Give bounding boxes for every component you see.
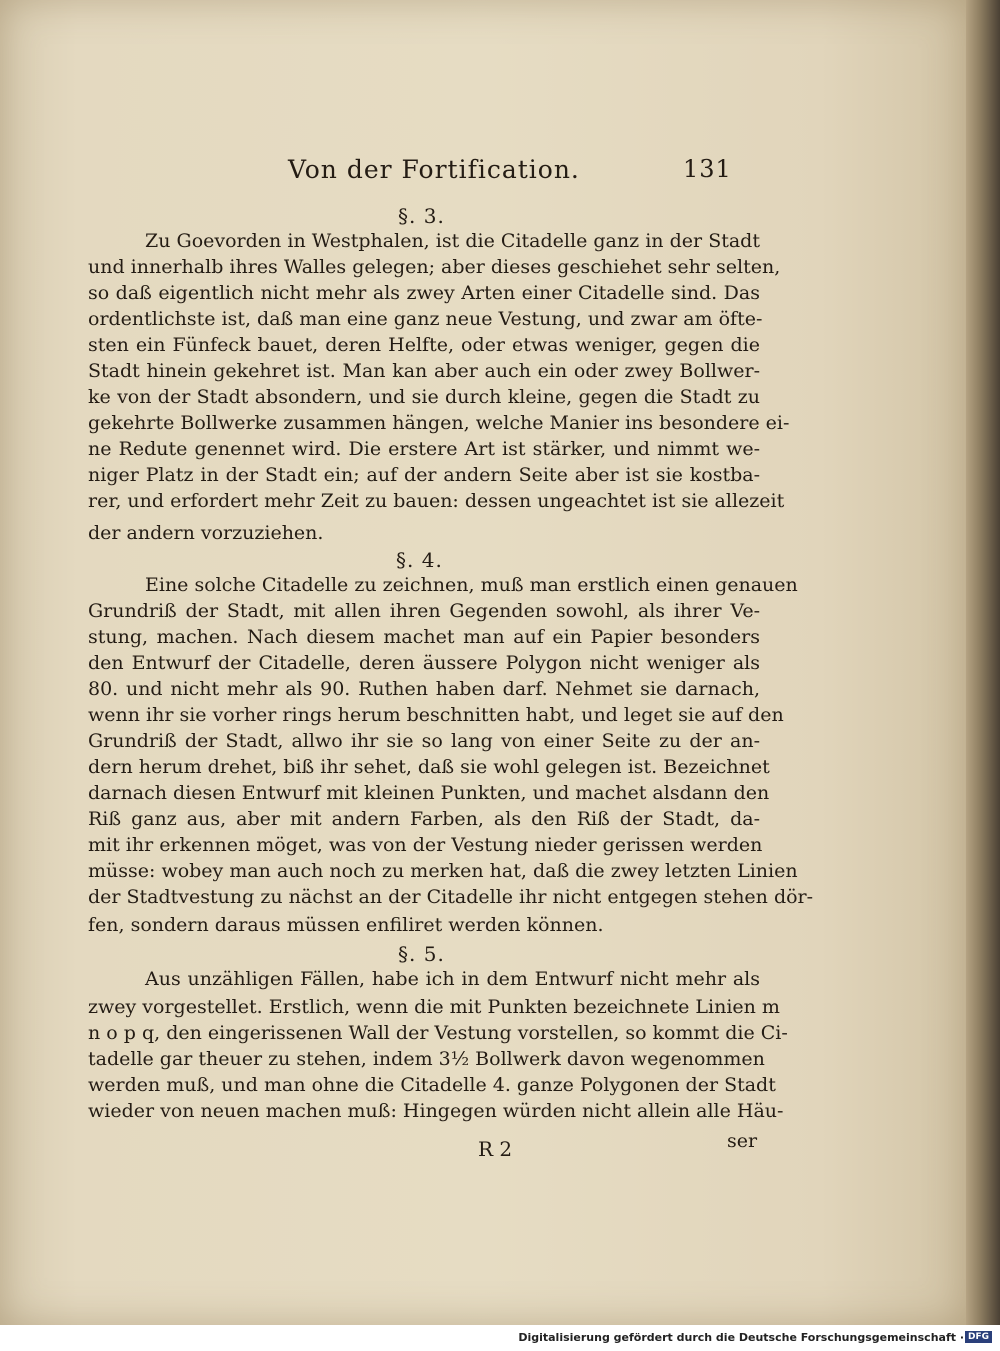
- catchword: ser: [727, 1130, 758, 1152]
- text-line: werden muß, und man ohne die Citadelle 4. ganze Polygonen der Stadt: [88, 1074, 776, 1096]
- text-line: Grundriß der Stadt, mit allen ihren Gegenden sowohl, als ihrer Ve-: [88, 600, 760, 622]
- text-line: und innerhalb ihres Walles gelegen; aber dieses geschiehet sehr selten,: [88, 256, 781, 278]
- text-line: Riß ganz aus, aber mit andern Farben, als den Riß der Stadt, da-: [88, 808, 760, 830]
- text-line: Eine solche Citadelle zu zeichnen, muß man erstlich einen genauen: [145, 574, 798, 596]
- text-line: gekehrte Bollwerke zusammen hängen, welche Manier ins besondere ei-: [88, 412, 790, 434]
- signature-mark: R 2: [478, 1137, 513, 1161]
- text-line: ne Redute genennet wird. Die erstere Art ist stärker, und nimmt we-: [88, 438, 760, 460]
- footer-credit: Digitalisierung gefördert durch die Deutsche Forschungsgemeinschaft ·: [518, 1331, 964, 1344]
- text-line: mit ihr erkennen möget, was von der Vestung nieder gerissen werden: [88, 834, 763, 856]
- text-line: rer, und erfordert mehr Zeit zu bauen: dessen ungeachtet ist sie allezeit: [88, 490, 785, 512]
- text-line: 80. und nicht mehr als 90. Ruthen haben darf. Nehmet sie darnach,: [88, 678, 760, 700]
- text-line: n o p q, den eingerissenen Wall der Vestung vorstellen, so kommt die Ci-: [88, 1022, 788, 1044]
- text-line: wenn ihr sie vorher rings herum beschnitten habt, und leget sie auf den: [88, 704, 784, 726]
- text-line: niger Platz in der Stadt ein; auf der andern Seite aber ist sie kostba-: [88, 464, 760, 486]
- running-head: Von der Fortification.: [288, 155, 580, 184]
- text-line: sten ein Fünfeck bauet, deren Helfte, oder etwas weniger, gegen die: [88, 334, 760, 356]
- section-mark-4: §. 4.: [396, 548, 443, 572]
- text-line: der andern vorzuziehen.: [88, 522, 324, 544]
- text-line: tadelle gar theuer zu stehen, indem 3½ Bollwerk davon wegenommen: [88, 1048, 765, 1070]
- text-line: der Stadtvestung zu nächst an der Citadelle ihr nicht entgegen stehen dör-: [88, 886, 814, 908]
- text-line: darnach diesen Entwurf mit kleinen Punkten, und machet alsdann den: [88, 782, 770, 804]
- section-mark-3: §. 3.: [398, 204, 445, 228]
- text-line: ordentlichste ist, daß man eine ganz neue Vestung, und zwar am öfte-: [88, 308, 763, 330]
- text-line: müsse: wobey man auch noch zu merken hat, daß die zwey letzten Linien: [88, 860, 798, 882]
- text-line: fen, sondern daraus müssen enfiliret werden können.: [88, 914, 604, 936]
- page-edge-shadow: [966, 0, 1000, 1325]
- text-line: Zu Goevorden in Westphalen, ist die Citadelle ganz in der Stadt: [145, 230, 760, 252]
- text-line: stung, machen. Nach diesem machet man auf ein Papier besonders: [88, 626, 760, 648]
- text-line: den Entwurf der Citadelle, deren äussere Polygon nicht weniger als: [88, 652, 760, 674]
- text-line: dern herum drehet, biß ihr sehet, daß sie wohl gelegen ist. Bezeichnet: [88, 756, 770, 778]
- text-line: Stadt hinein gekehret ist. Man kan aber auch ein oder zwey Bollwer-: [88, 360, 760, 382]
- text-line: Grundriß der Stadt, allwo ihr sie so lang von einer Seite zu der an-: [88, 730, 760, 752]
- text-line: so daß eigentlich nicht mehr als zwey Arten einer Citadelle sind. Das: [88, 282, 760, 304]
- page-number: 131: [683, 155, 732, 183]
- dfg-logo: DFG: [965, 1331, 992, 1343]
- section-mark-5: §. 5.: [398, 942, 445, 966]
- text-line: ke von der Stadt absondern, und sie durch kleine, gegen die Stadt zu: [88, 386, 760, 408]
- text-line: wieder von neuen machen muß: Hingegen würden nicht allein alle Häu-: [88, 1100, 784, 1122]
- text-line: zwey vorgestellet. Erstlich, wenn die mit Punkten bezeichnete Linien m: [88, 996, 780, 1018]
- text-line: Aus unzähligen Fällen, habe ich in dem Entwurf nicht mehr als: [145, 968, 760, 990]
